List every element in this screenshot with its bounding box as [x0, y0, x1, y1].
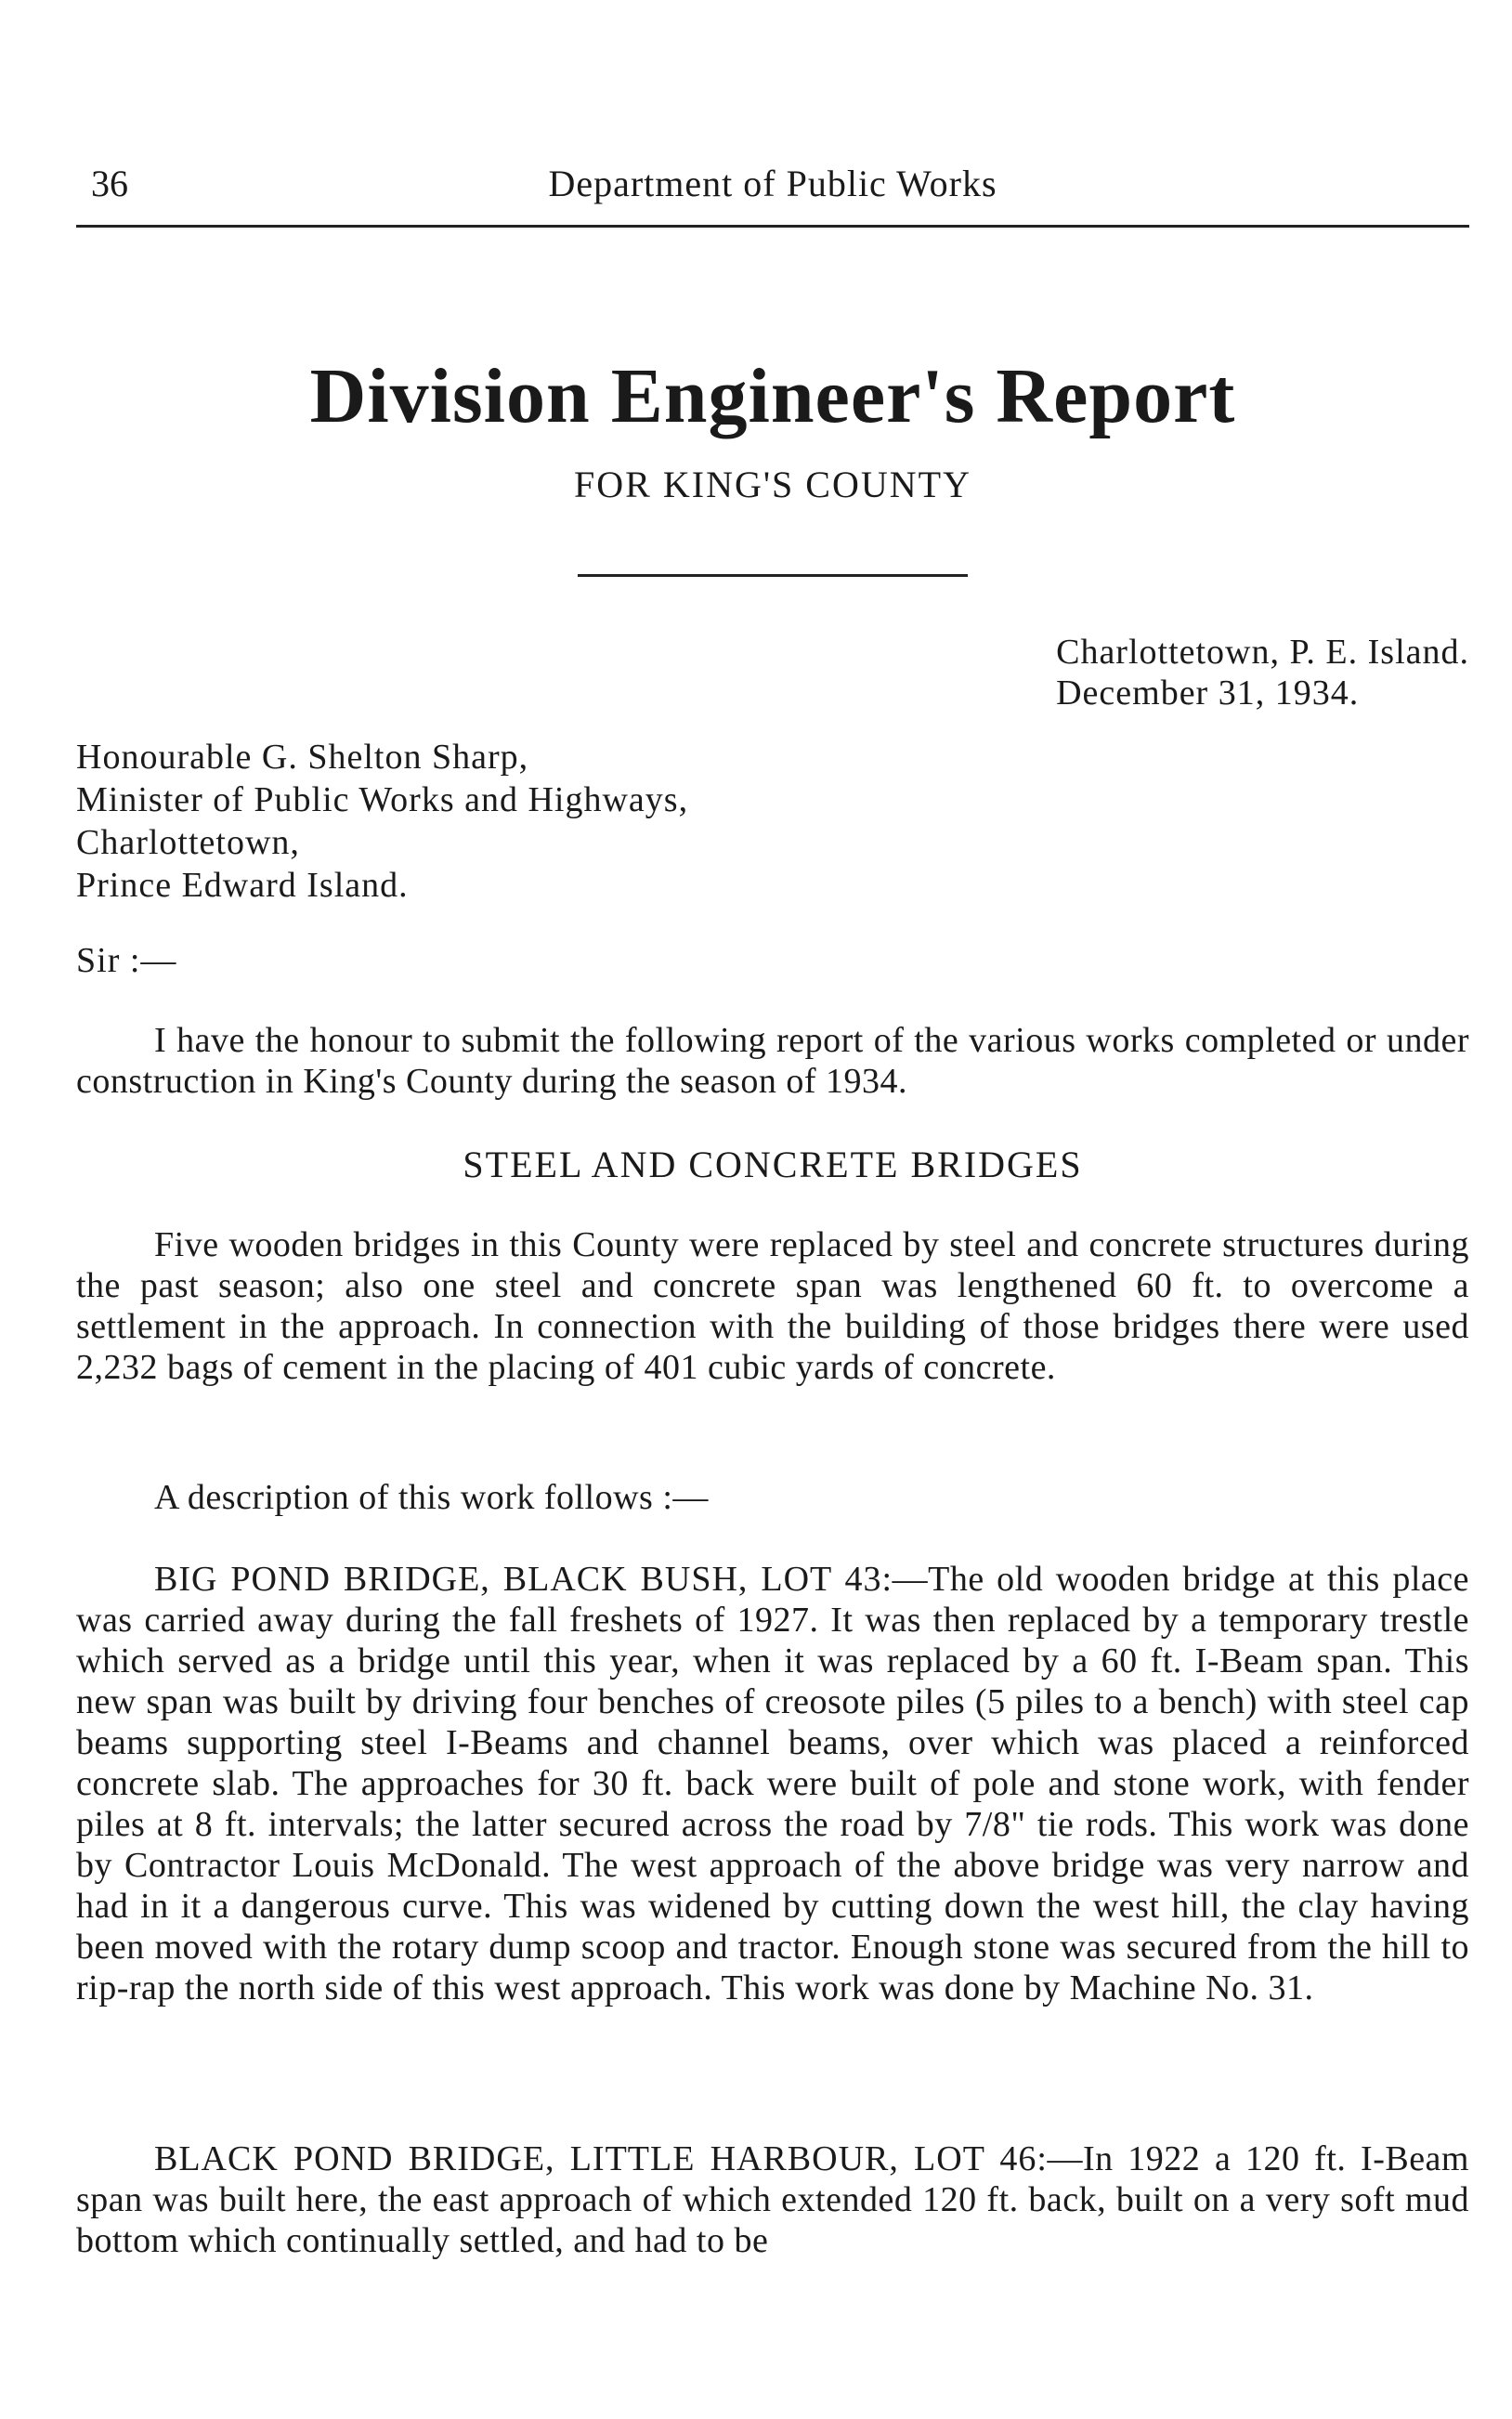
address-line: Charlottetown, — [76, 823, 300, 862]
report-subtitle: FOR KING'S COUNTY — [574, 464, 971, 505]
address-line: Honourable G. Shelton Sharp, — [76, 738, 529, 777]
body-paragraph — [76, 2138, 1469, 2261]
running-title: Department of Public Works — [548, 163, 997, 204]
address-line: Prince Edward Island. — [76, 866, 409, 905]
recipient-address — [76, 736, 688, 907]
body-paragraph: A description of this work follows :— — [154, 1478, 709, 1517]
body-paragraph: Five wooden bridges in this County were replaced by steel and concrete structures during the past season; also one steel and concrete span was lengthened 60 ft. to overcome a settlement in the approach. In connection with the building of those bridges there were used 2,232 bags of cement in the placing of 401 cubic yards of concrete. — [76, 1225, 1469, 1387]
paragraph-body: :—The old wooden bridge at this place was carried away during the fall freshets of 1927. It was then replaced by a temporary trestle which served as a bridge until this year, when it was replaced by a 60 ft. I-Beam span. This new span was built by driving four benches of creosote piles (5 piles to a bench) with steel cap beams supporting steel I-Beams and channel beams, over which was placed a reinforced concrete slab. The approaches for 30 ft. back were built of pole and stone work, with fender piles at 8 ft. intervals; the latter secured across the road by 7/8" tie rods. This work was done by Contractor Louis McDonald. The west approach of the above bridge was very narrow and had in it a dangerous curve. This was widened by cutting down the west hill, the clay having been moved with the rotary dump scoop and tractor. Enough stone was secured from the hill to rip-rap the north side of this west approach. This work was done by Machine No. 31. — [76, 1560, 1469, 2007]
paragraph-lead: BLACK POND BRIDGE, LITTLE HARBOUR, LOT 46 — [154, 2139, 1037, 2178]
dateline — [1056, 632, 1469, 713]
section-heading: STEEL AND CONCRETE BRIDGES — [463, 1144, 1083, 1185]
address-line: Minister of Public Works and Highways, — [76, 780, 689, 819]
page-number: 36 — [91, 163, 128, 204]
dateline-place: Charlottetown, P. E. Island. — [1056, 633, 1469, 672]
running-header — [76, 158, 1469, 228]
title-divider — [578, 574, 968, 577]
paragraph-body: :—In 1922 a 120 ft. I-Beam span was built here, the east approach of which extended 120 ft. back, built on a very soft mud bottom which continually settled, and had to be — [76, 2139, 1469, 2260]
dateline-date: December 31, 1934. — [1056, 673, 1360, 713]
salutation: Sir :— — [76, 941, 177, 980]
intro-paragraph: I have the honour to submit the following report of the various works completed or under construction in King's County during the season of 1934. — [76, 1021, 1469, 1101]
paragraph-lead: BIG POND BRIDGE, BLACK BUSH, LOT 43 — [154, 1560, 882, 1599]
body-paragraph — [76, 1559, 1469, 2008]
report-title: Division Engineer's Report — [309, 353, 1236, 439]
